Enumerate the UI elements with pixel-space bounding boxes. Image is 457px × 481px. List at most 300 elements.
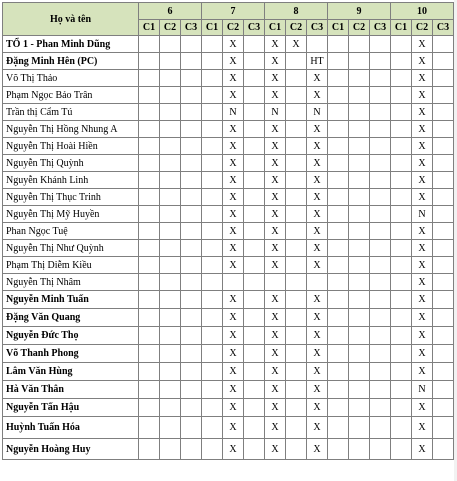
mark-cell: X: [307, 399, 328, 417]
mark-cell: [349, 53, 370, 70]
mark-cell: [139, 53, 160, 70]
mark-cell: [244, 274, 265, 291]
mark-cell: X: [307, 155, 328, 172]
mark-cell: N: [412, 381, 433, 399]
mark-cell: X: [307, 291, 328, 309]
mark-cell: X: [265, 363, 286, 381]
table-row: [3, 274, 454, 291]
mark-cell: [139, 257, 160, 274]
subcolumn-header: C2: [349, 20, 370, 36]
mark-cell: X: [412, 417, 433, 439]
mark-cell: [181, 417, 202, 439]
mark-cell: N: [307, 104, 328, 121]
mark-cell: [202, 417, 223, 439]
mark-cell: [328, 155, 349, 172]
mark-cell: [433, 155, 454, 172]
member-name: Đặng Văn Quang: [3, 309, 139, 327]
table-row: [3, 309, 454, 327]
mark-cell: [286, 155, 307, 172]
mark-cell: X: [412, 53, 433, 70]
subcolumn-header: C1: [202, 20, 223, 36]
mark-cell: [328, 206, 349, 223]
mark-cell: [433, 345, 454, 363]
subcolumn-header: C1: [265, 20, 286, 36]
mark-cell: X: [223, 363, 244, 381]
table-row: [3, 53, 454, 70]
mark-cell: [349, 381, 370, 399]
mark-cell: [181, 381, 202, 399]
mark-cell: [160, 417, 181, 439]
mark-cell: [244, 291, 265, 309]
mark-cell: [433, 70, 454, 87]
mark-cell: X: [223, 138, 244, 155]
member-name: Nguyễn Thị Quỳnh: [3, 155, 139, 172]
mark-cell: X: [265, 399, 286, 417]
mark-cell: [202, 70, 223, 87]
mark-cell: [181, 70, 202, 87]
mark-cell: [286, 439, 307, 460]
mark-cell: [370, 439, 391, 460]
mark-cell: [139, 87, 160, 104]
subcolumn-header: C1: [139, 20, 160, 36]
mark-cell: [202, 36, 223, 53]
mark-cell: [370, 104, 391, 121]
mark-cell: [328, 223, 349, 240]
mark-cell: [349, 206, 370, 223]
mark-cell: [139, 417, 160, 439]
mark-cell: [370, 381, 391, 399]
mark-cell: [349, 399, 370, 417]
mark-cell: [328, 70, 349, 87]
mark-cell: [433, 327, 454, 345]
mark-cell: X: [307, 138, 328, 155]
mark-cell: X: [265, 240, 286, 257]
mark-cell: [391, 121, 412, 138]
table-header: [3, 3, 454, 36]
mark-cell: [349, 327, 370, 345]
mark-cell: X: [265, 87, 286, 104]
mark-cell: [307, 274, 328, 291]
mark-cell: [160, 121, 181, 138]
mark-cell: [181, 240, 202, 257]
mark-cell: [286, 345, 307, 363]
mark-cell: [370, 309, 391, 327]
mark-cell: [391, 87, 412, 104]
subcolumn-header: C2: [223, 20, 244, 36]
mark-cell: X: [286, 36, 307, 53]
mark-cell: [391, 206, 412, 223]
mark-cell: [286, 327, 307, 345]
mark-cell: [370, 53, 391, 70]
mark-cell: [391, 257, 412, 274]
subcolumn-header: C3: [370, 20, 391, 36]
mark-cell: [160, 70, 181, 87]
mark-cell: X: [307, 121, 328, 138]
table-row: [3, 206, 454, 223]
mark-cell: [244, 309, 265, 327]
mark-cell: [160, 206, 181, 223]
mark-cell: [433, 223, 454, 240]
mark-cell: [391, 399, 412, 417]
mark-cell: [181, 36, 202, 53]
mark-cell: X: [265, 36, 286, 53]
mark-cell: X: [412, 121, 433, 138]
mark-cell: [328, 439, 349, 460]
mark-cell: [244, 138, 265, 155]
table-row: [3, 327, 454, 345]
mark-cell: [181, 327, 202, 345]
mark-cell: [181, 189, 202, 206]
mark-cell: [181, 274, 202, 291]
mark-cell: [139, 309, 160, 327]
mark-cell: [139, 240, 160, 257]
mark-cell: [202, 327, 223, 345]
mark-cell: X: [412, 291, 433, 309]
mark-cell: [181, 257, 202, 274]
mark-cell: [244, 36, 265, 53]
mark-cell: [328, 327, 349, 345]
mark-cell: [370, 70, 391, 87]
mark-cell: [433, 104, 454, 121]
mark-cell: X: [223, 240, 244, 257]
mark-cell: [244, 399, 265, 417]
mark-cell: X: [265, 172, 286, 189]
mark-cell: [160, 257, 181, 274]
mark-cell: X: [223, 87, 244, 104]
mark-cell: [244, 70, 265, 87]
mark-cell: X: [307, 381, 328, 399]
group-header-10: 10: [391, 3, 454, 20]
mark-cell: X: [223, 439, 244, 460]
mark-cell: X: [412, 274, 433, 291]
mark-cell: X: [307, 87, 328, 104]
mark-cell: [139, 206, 160, 223]
mark-cell: [202, 345, 223, 363]
member-name: Phạm Ngọc Bảo Trân: [3, 87, 139, 104]
mark-cell: [139, 36, 160, 53]
mark-cell: X: [265, 53, 286, 70]
schedule-table: [2, 2, 454, 460]
mark-cell: [349, 36, 370, 53]
mark-cell: [244, 53, 265, 70]
mark-cell: [160, 104, 181, 121]
mark-cell: [139, 121, 160, 138]
mark-cell: [328, 36, 349, 53]
mark-cell: [181, 291, 202, 309]
mark-cell: [349, 309, 370, 327]
mark-cell: [286, 291, 307, 309]
member-name: Nguyễn Tấn Hậu: [3, 399, 139, 417]
mark-cell: [181, 399, 202, 417]
mark-cell: [391, 417, 412, 439]
subcolumn-header: C1: [328, 20, 349, 36]
table-row: [3, 439, 454, 460]
mark-cell: [433, 399, 454, 417]
member-name: TỔ 1 - Phan Minh Dũng: [3, 36, 139, 53]
table-row: [3, 155, 454, 172]
subcolumn-header: C2: [286, 20, 307, 36]
mark-cell: [370, 345, 391, 363]
group-header-9: 9: [328, 3, 391, 20]
mark-cell: [349, 104, 370, 121]
mark-cell: X: [307, 240, 328, 257]
mark-cell: X: [223, 172, 244, 189]
subcolumn-header: C3: [433, 20, 454, 36]
mark-cell: [349, 363, 370, 381]
mark-cell: X: [265, 155, 286, 172]
mark-cell: X: [223, 345, 244, 363]
mark-cell: X: [265, 309, 286, 327]
mark-cell: [391, 138, 412, 155]
mark-cell: [391, 240, 412, 257]
table-row: [3, 70, 454, 87]
mark-cell: [370, 291, 391, 309]
mark-cell: [244, 172, 265, 189]
mark-cell: [202, 121, 223, 138]
mark-cell: [139, 223, 160, 240]
mark-cell: [202, 138, 223, 155]
mark-cell: [160, 327, 181, 345]
mark-cell: [433, 363, 454, 381]
mark-cell: [139, 363, 160, 381]
mark-cell: X: [307, 172, 328, 189]
mark-cell: [244, 363, 265, 381]
mark-cell: [181, 345, 202, 363]
mark-cell: [391, 189, 412, 206]
mark-cell: [433, 36, 454, 53]
table-row: [3, 104, 454, 121]
table-row: [3, 223, 454, 240]
mark-cell: X: [265, 121, 286, 138]
mark-cell: X: [265, 70, 286, 87]
mark-cell: [328, 363, 349, 381]
mark-cell: X: [412, 439, 433, 460]
mark-cell: X: [412, 172, 433, 189]
mark-cell: [244, 439, 265, 460]
mark-cell: N: [223, 104, 244, 121]
mark-cell: [370, 399, 391, 417]
mark-cell: [202, 291, 223, 309]
table-row: [3, 87, 454, 104]
subcolumn-header: C2: [160, 20, 181, 36]
mark-cell: [433, 240, 454, 257]
member-name: Trần thị Cẩm Tú: [3, 104, 139, 121]
mark-cell: [202, 189, 223, 206]
mark-cell: X: [412, 104, 433, 121]
mark-cell: [370, 87, 391, 104]
mark-cell: [349, 189, 370, 206]
mark-cell: [139, 399, 160, 417]
mark-cell: X: [307, 70, 328, 87]
member-name: Nguyễn Thị Thục Trinh: [3, 189, 139, 206]
mark-cell: X: [223, 257, 244, 274]
mark-cell: [328, 87, 349, 104]
mark-cell: X: [307, 223, 328, 240]
mark-cell: [244, 381, 265, 399]
table-row: [3, 257, 454, 274]
mark-cell: X: [223, 291, 244, 309]
mark-cell: [328, 189, 349, 206]
mark-cell: X: [223, 70, 244, 87]
mark-cell: [370, 274, 391, 291]
member-name: Võ Thị Thảo: [3, 70, 139, 87]
mark-cell: [349, 257, 370, 274]
group-header-8: 8: [265, 3, 328, 20]
mark-cell: [181, 138, 202, 155]
mark-cell: [370, 36, 391, 53]
mark-cell: [139, 439, 160, 460]
mark-cell: [181, 439, 202, 460]
mark-cell: [433, 309, 454, 327]
mark-cell: [181, 155, 202, 172]
mark-cell: [433, 172, 454, 189]
mark-cell: [202, 87, 223, 104]
mark-cell: [286, 399, 307, 417]
mark-cell: X: [307, 363, 328, 381]
mark-cell: [202, 274, 223, 291]
mark-cell: [286, 206, 307, 223]
mark-cell: [202, 223, 223, 240]
mark-cell: [370, 206, 391, 223]
mark-cell: [181, 53, 202, 70]
mark-cell: [202, 309, 223, 327]
member-name: Nguyễn Thị Hồng Nhung A: [3, 121, 139, 138]
table-row: [3, 345, 454, 363]
group-header-7: 7: [202, 3, 265, 20]
mark-cell: [370, 138, 391, 155]
mark-cell: X: [265, 439, 286, 460]
mark-cell: [328, 121, 349, 138]
mark-cell: [370, 327, 391, 345]
table-body: [3, 36, 454, 460]
mark-cell: X: [412, 257, 433, 274]
mark-cell: [328, 309, 349, 327]
mark-cell: [244, 327, 265, 345]
mark-cell: X: [307, 417, 328, 439]
mark-cell: [349, 417, 370, 439]
mark-cell: [244, 257, 265, 274]
mark-cell: [391, 345, 412, 363]
mark-cell: [286, 274, 307, 291]
mark-cell: X: [223, 223, 244, 240]
mark-cell: [391, 36, 412, 53]
mark-cell: [328, 172, 349, 189]
mark-cell: [286, 223, 307, 240]
mark-cell: X: [307, 206, 328, 223]
mark-cell: [286, 70, 307, 87]
mark-cell: [433, 274, 454, 291]
mark-cell: [307, 36, 328, 53]
mark-cell: [349, 223, 370, 240]
mark-cell: [391, 274, 412, 291]
mark-cell: [202, 439, 223, 460]
mark-cell: X: [223, 189, 244, 206]
member-name: Lâm Văn Hùng: [3, 363, 139, 381]
mark-cell: [139, 155, 160, 172]
mark-cell: X: [307, 345, 328, 363]
mark-cell: X: [265, 257, 286, 274]
mark-cell: [349, 70, 370, 87]
mark-cell: [286, 138, 307, 155]
mark-cell: X: [223, 309, 244, 327]
mark-cell: [244, 345, 265, 363]
table-row: [3, 417, 454, 439]
subcolumn-header: C3: [244, 20, 265, 36]
mark-cell: [160, 274, 181, 291]
mark-cell: [160, 309, 181, 327]
subcolumn-header: C2: [412, 20, 433, 36]
mark-cell: [202, 104, 223, 121]
mark-cell: X: [307, 327, 328, 345]
member-name: Hà Văn Thân: [3, 381, 139, 399]
mark-cell: [391, 291, 412, 309]
mark-cell: [349, 138, 370, 155]
name-column-header: Họ và tên: [3, 3, 139, 36]
member-name: Nguyễn Hoàng Huy: [3, 439, 139, 460]
mark-cell: X: [265, 189, 286, 206]
mark-cell: HT: [307, 53, 328, 70]
mark-cell: [391, 381, 412, 399]
mark-cell: [181, 172, 202, 189]
mark-cell: [433, 138, 454, 155]
table-row: [3, 363, 454, 381]
mark-cell: [244, 206, 265, 223]
mark-cell: X: [412, 70, 433, 87]
mark-cell: [181, 206, 202, 223]
mark-cell: X: [307, 309, 328, 327]
subcolumn-header: C3: [307, 20, 328, 36]
mark-cell: [391, 70, 412, 87]
mark-cell: X: [412, 240, 433, 257]
mark-cell: [370, 240, 391, 257]
mark-cell: X: [223, 417, 244, 439]
mark-cell: [181, 309, 202, 327]
mark-cell: X: [223, 36, 244, 53]
mark-cell: X: [223, 206, 244, 223]
mark-cell: [286, 121, 307, 138]
mark-cell: [139, 172, 160, 189]
mark-cell: [181, 223, 202, 240]
mark-cell: [349, 121, 370, 138]
mark-cell: [370, 172, 391, 189]
mark-cell: [391, 53, 412, 70]
mark-cell: [160, 345, 181, 363]
mark-cell: [328, 399, 349, 417]
mark-cell: [160, 155, 181, 172]
mark-cell: X: [265, 223, 286, 240]
mark-cell: X: [223, 381, 244, 399]
mark-cell: X: [307, 257, 328, 274]
mark-cell: [160, 399, 181, 417]
mark-cell: [202, 363, 223, 381]
mark-cell: [139, 104, 160, 121]
mark-cell: [349, 291, 370, 309]
subcolumn-header: C1: [391, 20, 412, 36]
mark-cell: [349, 172, 370, 189]
mark-cell: X: [412, 138, 433, 155]
mark-cell: [181, 104, 202, 121]
mark-cell: X: [412, 309, 433, 327]
member-name: Nguyễn Thị Hoài Hiền: [3, 138, 139, 155]
member-name: Nguyễn Thị Như Quỳnh: [3, 240, 139, 257]
mark-cell: [139, 327, 160, 345]
mark-cell: [160, 223, 181, 240]
mark-cell: [160, 363, 181, 381]
mark-cell: [328, 291, 349, 309]
member-name: Phan Ngọc Tuệ: [3, 223, 139, 240]
mark-cell: [160, 381, 181, 399]
mark-cell: X: [412, 155, 433, 172]
